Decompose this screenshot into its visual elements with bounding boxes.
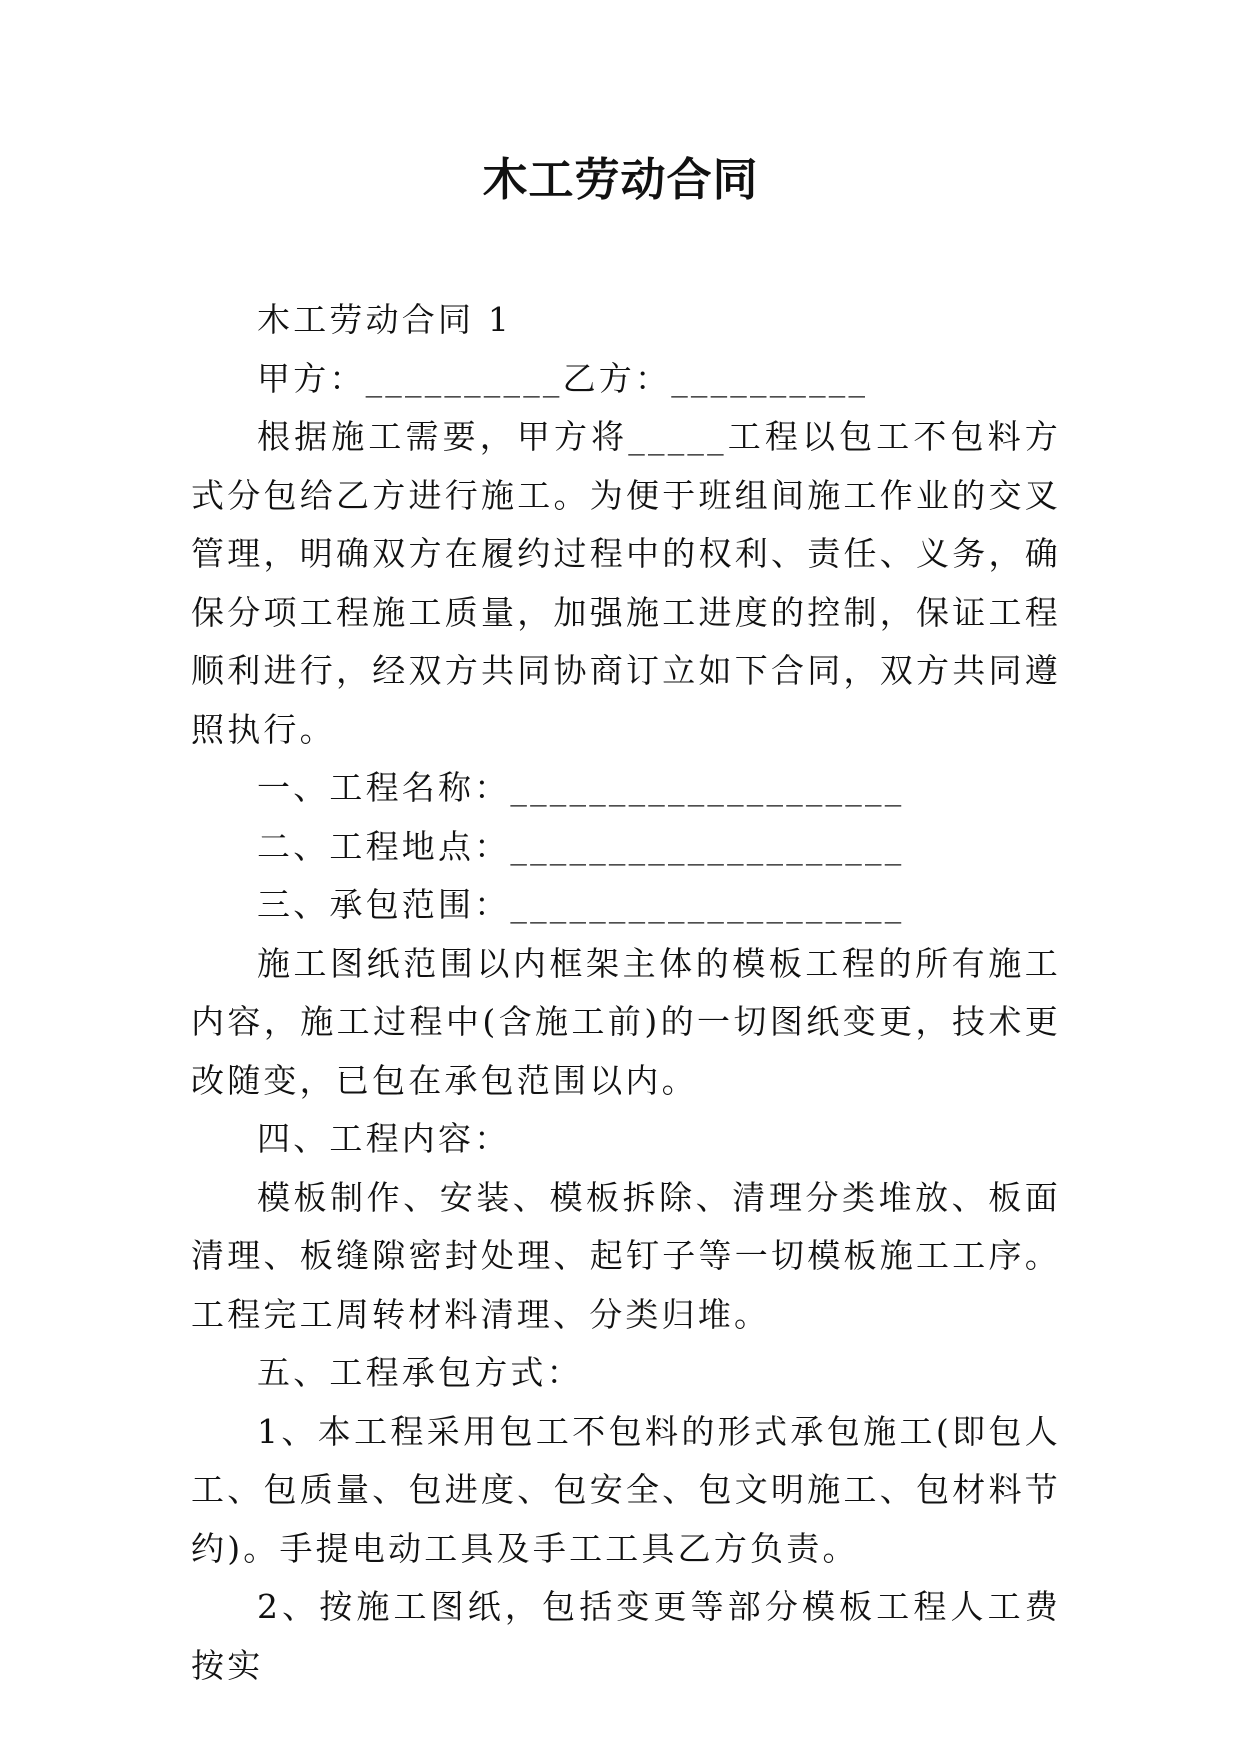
document-title: 木工劳动合同 [482,153,759,206]
contract-scope-line: 三、承包范围：____________________ [257,885,905,924]
project-content-heading: 四、工程内容： [257,1119,511,1158]
document-body [191,291,1061,1695]
project-name-line: 一、工程名称：____________________ [257,768,905,807]
contract-method-item-2: 2、按施工图纸，包括变更等部分模板工程人工费按实 [191,1587,1061,1685]
project-content-paragraph: 模板制作、安装、模板拆除、清理分类堆放、板面清理、板缝隙密封处理、起钉子等一切模板施工工序。工程完工周转材料清理、分类归堆。 [191,1177,1061,1334]
project-location-line: 二、工程地点：____________________ [257,826,905,866]
contract-subtitle: 木工劳动合同 1 [257,300,513,339]
scope-description-paragraph: 施工图纸范围以内框架主体的模板工程的所有施工内容，施工过程中(含施工前)的一切图纸变更，技术更改随变，已包在承包范围以内。 [191,943,1061,1100]
contract-method-heading: 五、工程承包方式： [257,1353,583,1392]
contract-method-item-1: 1、本工程采用包工不包料的形式承包施工(即包人工、包质量、包进度、包安全、包文明施工、包材料节约)。手提电动工具及手工工具乙方负责。 [191,1411,1061,1568]
preamble-paragraph: 根据施工需要，甲方将_____工程以包工不包料方式分包给乙方进行施工。为便于班组间施工作业的交叉管理，明确双方在履约过程中的权利、责任、义务，确保分项工程施工质量，加强施工进度的控制，保证工程顺利进行，经双方共同协商订立如下合同，双方共同遵照执行。 [191,417,1061,749]
parties-line: 甲方：__________乙方：__________ [257,358,869,398]
